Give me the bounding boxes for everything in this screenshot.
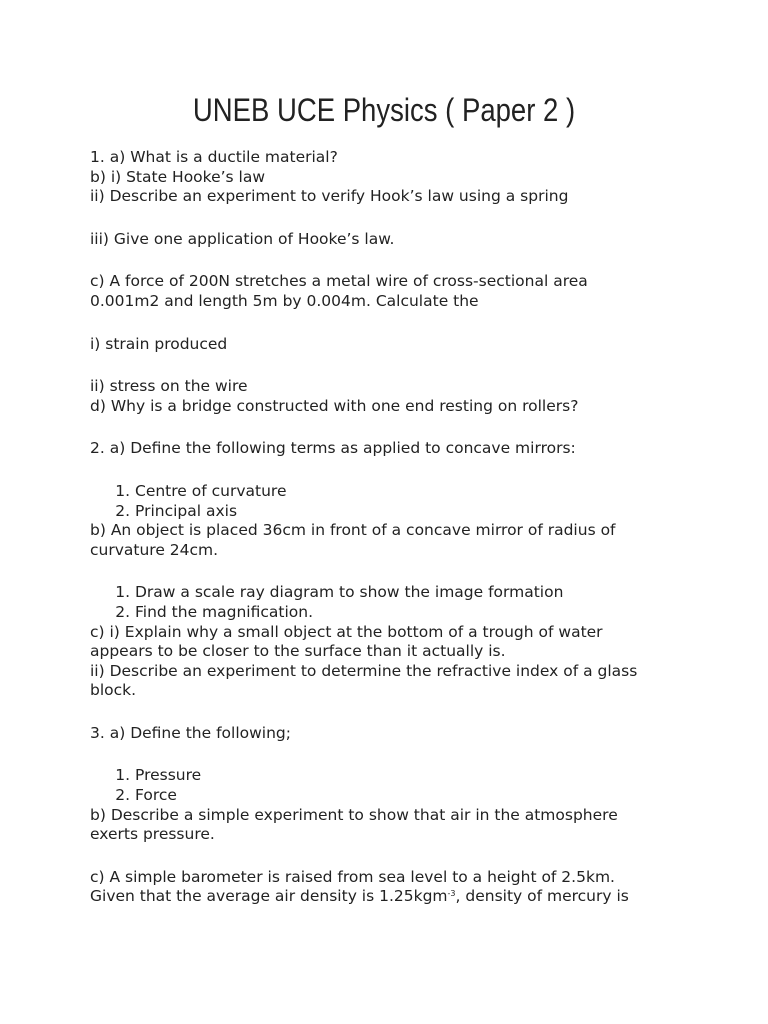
list-item: 2. Find the magnification. <box>135 603 690 623</box>
list-item: 1. Centre of curvature <box>135 482 690 502</box>
unit-exponent: -3 <box>447 889 456 899</box>
q1-b-i: b) i) State Hooke’s law <box>90 167 266 186</box>
list-item: 2. Principal axis <box>135 502 690 522</box>
q2-c-ii-line2: block. <box>90 681 137 700</box>
q2-c-i-line1: c) i) Explain why a small object at the bottom of a trough of water <box>90 622 603 641</box>
q2-c-ii-line1: ii) Describe an experiment to determine the refractive index of a glass <box>90 661 638 680</box>
q2-a: 2. a) Define the following terms as applied to concave mirrors: <box>90 439 576 458</box>
page-title: UNEB UCE Physics ( Paper 2 ) <box>192 92 576 128</box>
q1-d: d) Why is a bridge constructed with one end resting on rollers? <box>90 396 579 415</box>
q3-a-list <box>90 766 690 805</box>
list-item: 1. Draw a scale ray diagram to show the image formation <box>135 583 690 603</box>
q3-a: 3. a) Define the following; <box>90 723 291 742</box>
q1-c-line2: 0.001m2 and length 5m by 0.004m. Calculate the <box>90 291 479 310</box>
list-item: 1. Pressure <box>135 766 690 786</box>
q1-c-ii: ii) stress on the wire <box>90 377 248 396</box>
q2-b-line1: b) An object is placed 36cm in front of a concave mirror of radius of <box>90 521 616 540</box>
q1-b-iii: iii) Give one application of Hooke’s law. <box>90 229 395 248</box>
q2-b-line2: curvature 24cm. <box>90 540 219 559</box>
q1-c-line1: c) A force of 200N stretches a metal wire of cross-sectional area <box>90 272 588 291</box>
q2-a-list <box>90 482 690 521</box>
q2-c-i-line2: appears to be closer to the surface than it actually is. <box>90 642 506 661</box>
q3-c-line2 <box>90 887 690 907</box>
q2-b-list <box>90 583 690 622</box>
q3-b-line1: b) Describe a simple experiment to show that air in the atmosphere <box>90 805 618 824</box>
q1-a: 1. a) What is a ductile material? <box>90 148 338 166</box>
q1-c-i: i) strain produced <box>90 334 228 353</box>
list-item: 2. Force <box>135 786 690 806</box>
document-body <box>90 148 690 907</box>
q1-b-ii: ii) Describe an experiment to verify Hook’s law using a spring <box>90 187 569 206</box>
q3-c-line2-post: , density of mercury is <box>455 887 629 906</box>
q3-c-line1: c) A simple barometer is raised from sea level to a height of 2.5km. <box>90 867 615 886</box>
q3-c-line2-pre: Given that the average air density is 1.25kgm <box>90 887 448 906</box>
q3-b-line2: exerts pressure. <box>90 825 215 844</box>
